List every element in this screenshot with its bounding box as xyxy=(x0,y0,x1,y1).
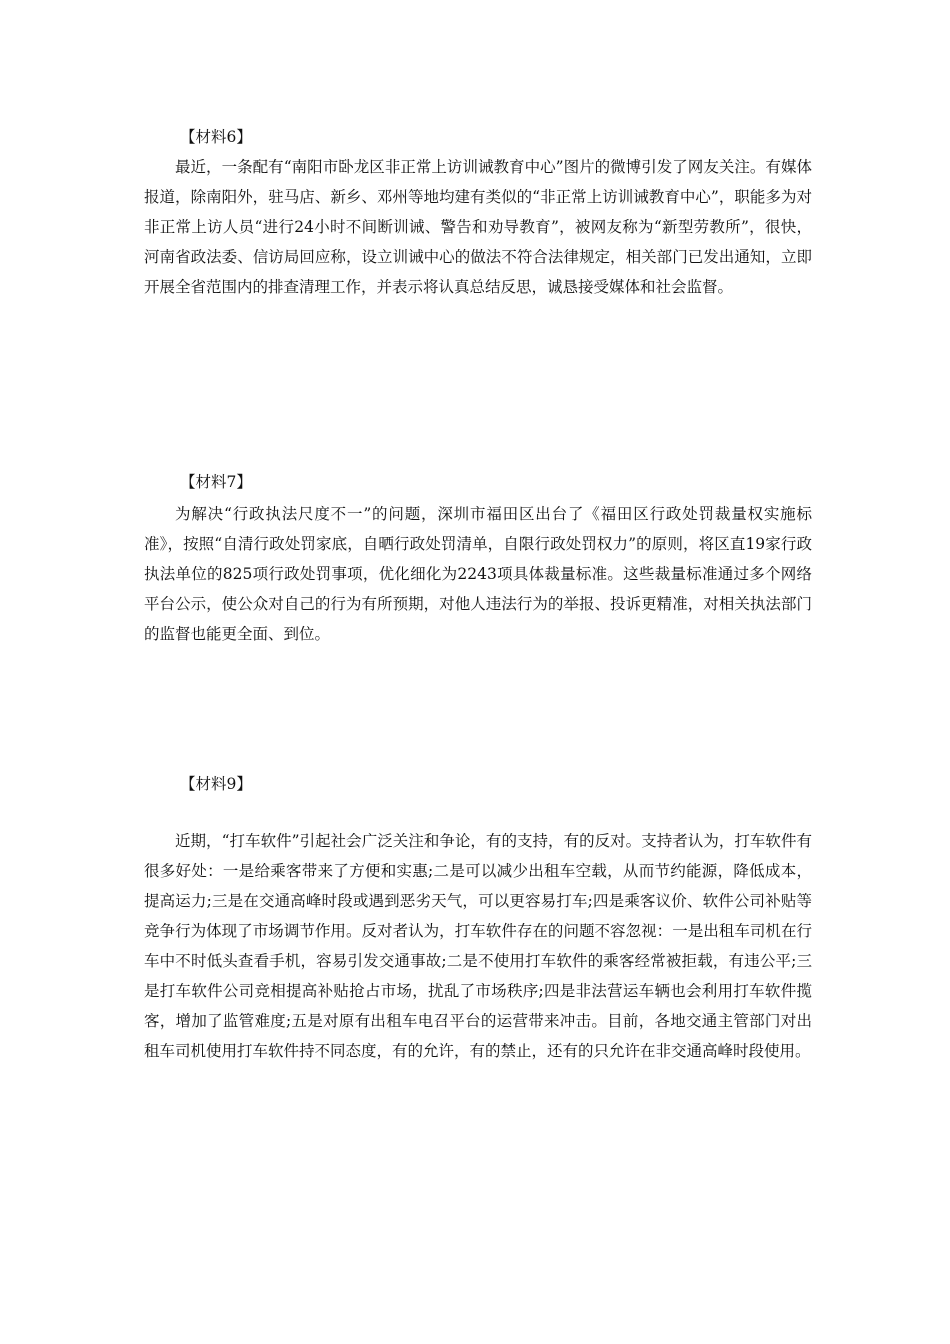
material-7-paragraph: 为解决“行政执法尺度不一”的问题，深圳市福田区出台了《福田区行政处罚裁量权实施标准》，按照“自清行政处罚家底，自晒行政处罚清单，自限行政处罚权力”的原则，将区直19家行政执法单位的825项行政处罚事项，优化细化为2243项具体裁量标准。这些裁量标准通过多个网络平台公示，使公众对自己的行为有所预期，对他人违法行为的举报、投诉更精准，对相关执法部门的监督也能更全面、到位。 xyxy=(144,505,812,643)
material-6-heading-block xyxy=(144,127,812,147)
material-9-paragraph: 近期，“打车软件”引起社会广泛关注和争论，有的支持，有的反对。支持者认为，打车软件有很多好处：一是给乘客带来了方便和实惠;二是可以减少出租车空载，从而节约能源，降低成本，提高运力;三是在交通高峰时段或遇到恶劣天气，可以更容易打车;四是乘客议价、软件公司补贴等竞争行为体现了市场调节作用。反对者认为，打车软件存在的问题不容忽视：一是出租车司机在行车中不时低头查看手机，容易引发交通事故;二是不使用打车软件的乘客经常被拒载，有违公平;三是打车软件公司竞相提高补贴抢占市场，扰乱了市场秩序;四是非法营运车辆也会利用打车软件揽客，增加了监管难度;五是对原有出租车电召平台的运营带来冲击。目前，各地交通主管部门对出租车司机使用打车软件持不同态度，有的允许，有的禁止，还有的只允许在非交通高峰时段使用。 xyxy=(144,832,812,1060)
material-6-body-block xyxy=(144,152,812,302)
material-7-body-block xyxy=(144,499,812,649)
material-6-heading: 【材料6】 xyxy=(180,128,252,146)
material-9-heading: 【材料9】 xyxy=(180,775,252,793)
material-7-heading-block xyxy=(144,472,812,492)
material-9-heading-block xyxy=(144,774,812,794)
material-9-body-block xyxy=(144,826,812,1066)
material-7-heading: 【材料7】 xyxy=(180,473,252,491)
material-6-paragraph: 最近，一条配有“南阳市卧龙区非正常上访训诫教育中心”图片的微博引发了网友关注。有媒体报道，除南阳外，驻马店、新乡、邓州等地均建有类似的“非正常上访训诫教育中心”，职能多为对非正常上访人员“进行24小时不间断训诫、警告和劝导教育”，被网友称为“新型劳教所”，很快，河南省政法委、信访局回应称，设立训诫中心的做法不符合法律规定，相关部门已发出通知，立即开展全省范围内的排查清理工作，并表示将认真总结反思，诚恳接受媒体和社会监督。 xyxy=(144,158,812,296)
